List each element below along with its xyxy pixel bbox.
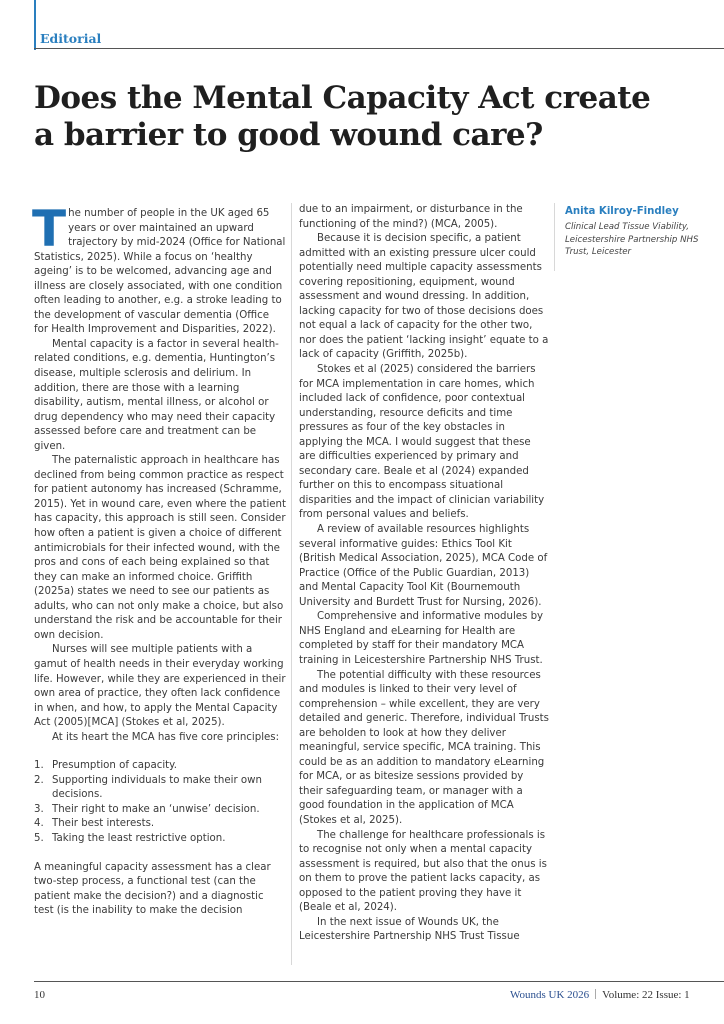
paragraph: Stokes et al (2025) considered the barriers for MCA implementation in care homes, which included lack of confidence, poor contextual understanding, resource deficits and time pressures as four of the key obstacles in applying the MCA. I would suggest that these are difficulties experienced by primary and secondary care. Beale et al (2024) expanded further on this to encompass situational disparities and the impact of clinician variability from personal values and beliefs. — [299, 364, 545, 521]
paragraph: The number of people in the UK aged 65 years or over maintained an upward trajectory by mid-2024 (Office for National Statistics, 2025). While a focus on ‘healthy ageing’ is to be welcomed, advancing age and illness are closely associated, with one condition often leading to another, e.g. a stroke leading to the development of vascular dementia (Office for Health Improvement and Disparities, 2022). — [32, 200, 286, 336]
list-item: 3. Their right to make an ‘unwise’ decision. — [34, 803, 260, 815]
paragraph: Nurses will see multiple patients with a gamut of health needs in their everyday working life. However, while they are experienced in their own area of practice, they often lack confidence in when, and how, to apply the Mental Capacity Act (2005)[MCA] (Stokes et al, 2025). — [34, 644, 286, 729]
paragraph: The challenge for healthcare professionals is to recognise not only when a mental capacity assessment is required, but also that the onus is on them to prove the patient lacks capacity, as opposed to the patient proving they have it (Beale et al, 2024). — [299, 829, 547, 914]
list-item: 4. Their best interests. — [34, 818, 155, 830]
paragraph: Because it is decision specific, a patient admitted with an existing pressure ulcer could potentially need multiple capacity assessments covering repositioning, equipment, wound assessment and wound dressing. In addition, lacking capacity for two of those decisions does not equal a lack of capacity for the other two, nor does the patient ‘lacking insight’ equate to a lack of capacity (Griffith, 2025b). — [299, 233, 549, 361]
section-label: Editorial — [40, 31, 102, 46]
drop-cap: T — [32, 200, 67, 258]
journal-name: Wounds UK 2026 — [510, 989, 590, 1001]
list-item: 2. Supporting individuals to make their own decisions. — [34, 774, 262, 801]
list-item: 1. Presumption of capacity. — [34, 760, 177, 772]
author-name: Anita Kilroy-Findley — [565, 206, 679, 217]
paragraph: A review of available resources highlights several informative guides: Ethics Tool Kit (British Medical Association, 2025), MCA Code of Practice (Office of the Public Guardian, 2013) and Mental Capacity Tool Kit (Bournemouth University and Burdett Trust for Nursing, 2026). — [299, 524, 548, 608]
paragraph: A meaningful capacity assessment has a clear two-step process, a functional test (can the patient make the decision?) and a diagnostic test (is the inability to make the decision — [34, 861, 271, 917]
author-block — [565, 205, 715, 259]
page-number: 10 — [34, 989, 45, 1001]
column-divider — [291, 203, 292, 965]
list-item: 5. Taking the least restrictive option. — [34, 832, 226, 844]
article-title: Does the Mental Capacity Act create a barrier to good wound care? — [34, 80, 651, 153]
body-column-1 — [32, 200, 287, 919]
header-divider — [34, 48, 724, 49]
paragraph: At its heart the MCA has five core principles: — [52, 731, 280, 743]
footer-separator — [595, 989, 596, 999]
author-divider — [554, 203, 555, 271]
paragraph: The paternalistic approach in healthcare has declined from being common practice as respect for patient autonomy has increased (Schramme, 2015). Yet in wound care, even where the patient has capacity, this approach is still seen. Consider how often a patient is given a choice of different antimicrobials for their infected wound, with the pros and cons of each being explained so that they can make an informed choice. Griffith (2025a) states we need to see our patients as adults, who can not only make a choice, but also understand the risk and be accountable for their own decision. — [34, 455, 287, 641]
paragraph: The potential difficulty with these resources and modules is linked to their very level of comprehension – while excellent, they are very detailed and generic. Therefore, individual Trusts are beholden to look at how they deliver meaningful, service specific, MCA training. This could be as an addition to mandatory eLearning for MCA, or as bitesize sessions provided by their safeguarding team, or manager with a good foundation in the application of MCA (Stokes et al, 2025). — [299, 669, 549, 826]
footer-divider — [34, 981, 724, 982]
section-accent-bar — [34, 0, 36, 50]
body-column-2 — [299, 203, 549, 945]
paragraph: Mental capacity is a factor in several health-related conditions, e.g. dementia, Huntington’s disease, multiple sclerosis and delirium. In addition, there are those with a learning disability, autism, mental illness, or alcohol or drug dependency who may need their capacity assessed before care and treatment can be given. — [34, 338, 279, 452]
footer-citation — [510, 989, 690, 1001]
author-role: Clinical Lead Tissue Viability, Leicestershire Partnership NHS Trust, Leicester — [565, 222, 699, 257]
issue-info: Volume: 22 Issue: 1 — [602, 989, 690, 1001]
principles-list — [34, 759, 286, 846]
paragraph: In the next issue of Wounds UK, the Leicestershire Partnership NHS Trust Tissue — [299, 916, 520, 943]
paragraph: due to an impairment, or disturbance in the functioning of the mind?) (MCA, 2005). — [299, 204, 523, 230]
paragraph: Comprehensive and informative modules by NHS England and eLearning for Health are completed by staff for their mandatory MCA training in Leicestershire Partnership NHS Trust. — [299, 611, 544, 666]
